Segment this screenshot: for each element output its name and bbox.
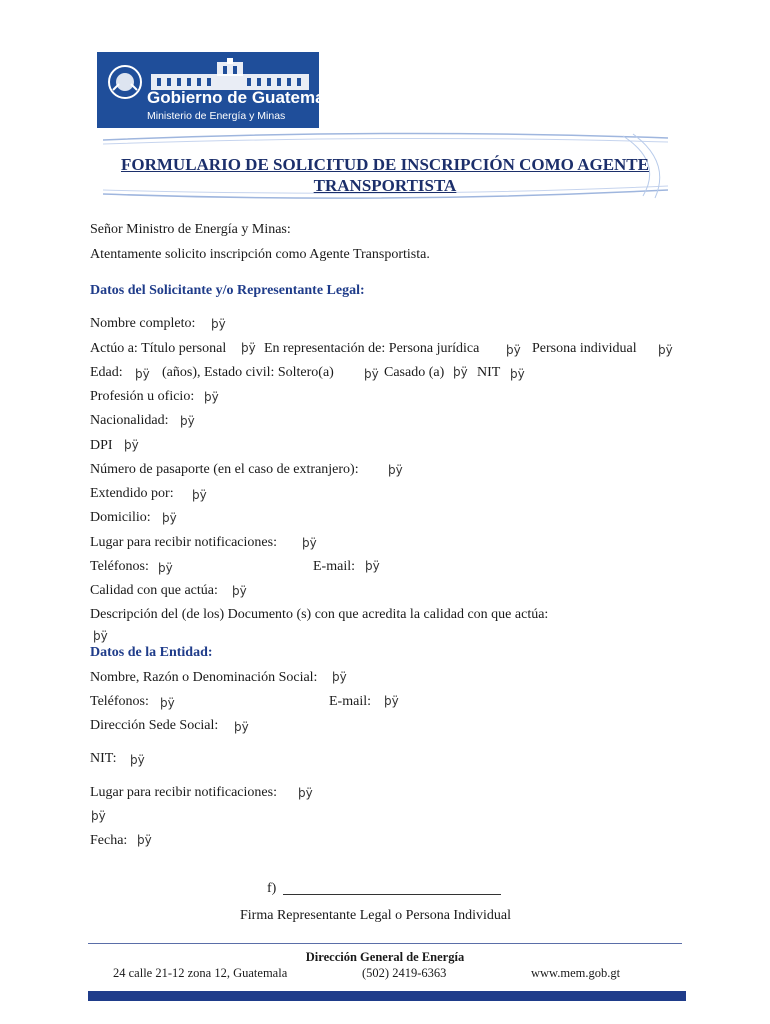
entity-telefonos-label: Teléfonos:: [90, 694, 149, 709]
titulo-personal-checkbox[interactable]: þÿ: [241, 341, 256, 355]
calidad-field[interactable]: þÿ: [232, 584, 247, 598]
telefonos-field[interactable]: þÿ: [158, 561, 173, 575]
fecha-label: Fecha:: [90, 833, 128, 848]
direccion-label: Dirección Sede Social:: [90, 718, 219, 733]
nit-label: NIT: [477, 365, 501, 380]
nombre-field[interactable]: þÿ: [211, 317, 226, 331]
telefonos-label: Teléfonos:: [90, 559, 149, 574]
edad-field[interactable]: þÿ: [135, 367, 150, 381]
persona-juridica-checkbox[interactable]: þÿ: [506, 343, 521, 357]
extendido-field[interactable]: þÿ: [192, 488, 207, 502]
soltero-checkbox[interactable]: þÿ: [364, 367, 379, 381]
representacion-label: En representación de: Persona jurídica: [264, 341, 480, 356]
nombre-label: Nombre completo:: [90, 316, 196, 331]
entity-lugar-field-2[interactable]: þÿ: [91, 809, 106, 823]
logo-subtitle: Ministerio de Energía y Minas: [147, 110, 286, 122]
persona-individual-label: Persona individual: [532, 341, 637, 356]
pasaporte-field[interactable]: þÿ: [388, 463, 403, 477]
lugar-notificaciones-label: Lugar para recibir notificaciones:: [90, 535, 277, 550]
profesion-label: Profesión u oficio:: [90, 389, 195, 404]
signature-prefix: f): [267, 881, 277, 896]
lugar-notificaciones-field[interactable]: þÿ: [302, 536, 317, 550]
domicilio-field[interactable]: þÿ: [162, 511, 177, 525]
entity-email-field[interactable]: þÿ: [384, 694, 399, 708]
calidad-label: Calidad con que actúa:: [90, 583, 218, 598]
profesion-field[interactable]: þÿ: [204, 390, 219, 404]
descripcion-field[interactable]: þÿ: [93, 629, 108, 643]
extendido-label: Extendido por:: [90, 486, 174, 501]
form-title-line1: FORMULARIO DE SOLICITUD DE INSCRIPCIÓN COMO AGENTE: [120, 155, 649, 174]
footer-phone: (502) 2419-6363: [362, 966, 447, 980]
signature-caption: Firma Representante Legal o Persona Individual: [240, 908, 511, 923]
persona-individual-checkbox[interactable]: þÿ: [658, 343, 673, 357]
entity-nit-label: NIT:: [90, 751, 117, 766]
footer-rule: [88, 943, 682, 944]
form-title: [110, 154, 660, 196]
request-text: Atentamente solicito inscripción como Agente Transportista.: [90, 247, 430, 262]
logo-title: Gobierno de Guatemala: [147, 88, 339, 107]
footer-org: Dirección General de Energía: [305, 950, 465, 964]
coat-of-arms-icon: [105, 62, 145, 102]
nit-field[interactable]: þÿ: [510, 367, 525, 381]
domicilio-label: Domicilio:: [90, 510, 151, 525]
government-logo: [97, 52, 339, 128]
pasaporte-label: Número de pasaporte (en el caso de extranjero):: [90, 462, 359, 477]
nacionalidad-field[interactable]: þÿ: [180, 414, 195, 428]
entity-telefonos-field[interactable]: þÿ: [160, 696, 175, 710]
entity-lugar-field[interactable]: þÿ: [298, 786, 313, 800]
entity-heading: Datos de la Entidad:: [90, 645, 213, 660]
dpi-field[interactable]: þÿ: [124, 438, 139, 452]
razon-social-field[interactable]: þÿ: [332, 670, 347, 684]
entity-nit-field[interactable]: þÿ: [130, 753, 145, 767]
actua-label: Actúo a: Título personal: [90, 341, 227, 356]
salutation: Señor Ministro de Energía y Minas:: [90, 222, 291, 237]
form-title-line2: TRANSPORTISTA: [313, 176, 457, 195]
applicant-heading: Datos del Solicitante y/o Representante Legal:: [90, 283, 365, 298]
dpi-label: DPI: [90, 438, 113, 453]
fecha-field[interactable]: þÿ: [137, 833, 152, 847]
edad-label: Edad:: [90, 365, 123, 380]
estado-civil-label: (años), Estado civil: Soltero(a): [162, 365, 334, 380]
casado-checkbox[interactable]: þÿ: [453, 365, 468, 379]
nacionalidad-label: Nacionalidad:: [90, 413, 169, 428]
email-label: E-mail:: [313, 559, 355, 574]
signature-line: [283, 894, 501, 895]
direccion-field[interactable]: þÿ: [234, 720, 249, 734]
entity-lugar-label: Lugar para recibir notificaciones:: [90, 785, 277, 800]
casado-label: Casado (a): [384, 365, 445, 380]
descripcion-label: Descripción del (de los) Documento (s) con que acredita la calidad con que actúa:: [90, 607, 549, 622]
entity-email-label: E-mail:: [329, 694, 371, 709]
footer-website: www.mem.gob.gt: [531, 966, 621, 980]
razon-social-label: Nombre, Razón o Denominación Social:: [90, 670, 318, 685]
email-field[interactable]: þÿ: [365, 559, 380, 573]
footer-bar: [88, 991, 686, 1001]
footer-address: 24 calle 21-12 zona 12, Guatemala: [113, 966, 288, 980]
palace-building-icon: [147, 58, 313, 92]
